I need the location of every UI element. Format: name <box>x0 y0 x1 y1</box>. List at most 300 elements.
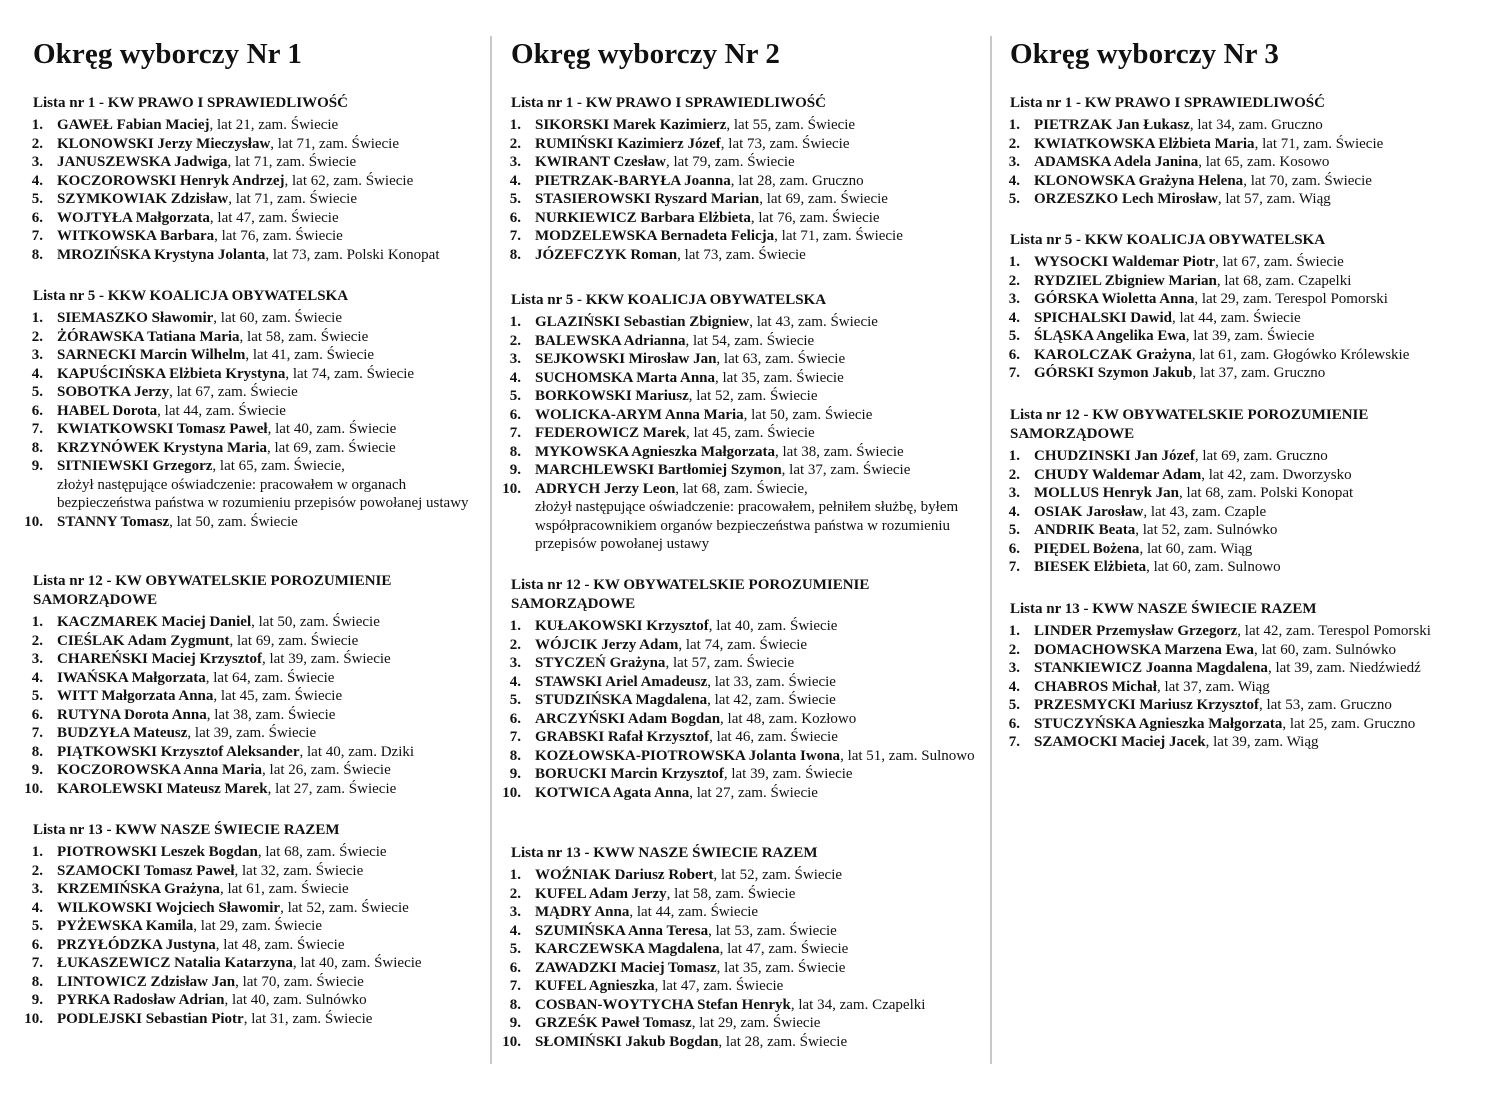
candidate-text <box>57 954 483 973</box>
candidate-item <box>33 991 483 1010</box>
candidate-item <box>511 153 981 172</box>
candidate-item <box>33 706 483 725</box>
candidate-item <box>511 765 981 784</box>
candidate-text <box>1034 346 1480 365</box>
candidate-item <box>511 866 981 885</box>
candidate-number: 4. <box>31 365 43 382</box>
candidate-list <box>502 617 981 802</box>
candidate-item <box>33 402 483 421</box>
candidate-list <box>502 313 981 554</box>
candidate-number: 3. <box>509 351 521 367</box>
list-title: Lista nr 5 - KKW KOALICJA OBYWATELSKA <box>511 292 827 308</box>
candidate-info: , lat 37, zam. Gruczno <box>1192 365 1326 381</box>
candidate-name: KAROLEWSKI Mateusz Marek <box>57 780 268 797</box>
candidate-text <box>535 116 981 135</box>
candidate-number: 6. <box>509 406 521 423</box>
candidate-item <box>24 1010 483 1029</box>
candidate-name: COSBAN-WOYTYCHA Stefan Henryk <box>535 996 791 1013</box>
candidate-number: 10. <box>24 1010 43 1027</box>
candidate-text <box>57 328 483 347</box>
candidate-text <box>535 246 981 265</box>
candidate-name: OSIAK Jarosław <box>1034 503 1144 520</box>
candidate-item <box>1010 503 1480 522</box>
candidate-info: , lat 67, zam. Świecie <box>169 384 298 400</box>
candidate-info: , lat 65, zam. Świecie, <box>212 458 345 474</box>
candidate-item <box>1010 253 1480 272</box>
candidate-number: 5. <box>31 688 43 704</box>
list-section <box>24 821 483 1028</box>
candidate-number: 8. <box>31 246 43 263</box>
candidate-name: RUMIŃSKI Kazimierz Józef <box>535 135 721 152</box>
candidate-info: , lat 41, zam. Świecie <box>245 347 375 363</box>
candidate-item <box>33 328 483 347</box>
candidate-number: 1. <box>1008 623 1020 639</box>
candidate-info: , lat 45, zam. Świecie <box>213 688 343 704</box>
candidate-text <box>535 1033 981 1052</box>
candidate-list <box>33 116 483 264</box>
candidate-item <box>33 936 483 955</box>
candidate-number: 6. <box>509 710 521 727</box>
candidate-text <box>535 190 981 209</box>
candidate-name: MYKOWSKA Agnieszka Małgorzata <box>535 443 775 460</box>
candidate-name: SZAMOCKI Maciej Jacek <box>1034 734 1206 750</box>
district-title: Okręg wyborczy Nr 1 <box>33 38 303 70</box>
candidate-info: , lat 50, zam. Świecie <box>251 614 380 630</box>
candidate-text <box>1034 290 1480 309</box>
candidate-name: LINDER Przemysław Grzegorz <box>1034 623 1238 639</box>
candidate-text <box>1034 521 1480 540</box>
candidate-info: , lat 63, zam. Świecie <box>716 351 846 367</box>
candidate-item <box>511 227 981 246</box>
candidate-text <box>57 346 483 365</box>
candidate-text <box>535 673 981 692</box>
candidate-number: 2. <box>1008 272 1020 289</box>
candidate-name: BALEWSKA Adrianna <box>535 332 686 349</box>
candidate-info: , lat 40, zam. Świecie <box>292 955 422 971</box>
candidate-name: KLONOWSKI Jerzy Mieczysław <box>57 135 271 152</box>
candidate-info: , lat 50, zam. Świecie <box>169 513 298 530</box>
candidate-info: , lat 76, zam. Świecie <box>214 228 343 244</box>
candidate-name: PIETRZAK Jan Łukasz <box>1034 117 1190 133</box>
candidate-text <box>57 650 483 669</box>
candidate-info: , lat 69, zam. Świecie <box>229 632 359 649</box>
candidate-number: 6. <box>31 209 43 226</box>
candidate-number: 3. <box>509 154 521 170</box>
candidate-number: 6. <box>31 706 43 723</box>
candidate-name: GLAZIŃSKI Sebastian Zbigniew <box>535 314 750 330</box>
candidate-item <box>33 632 483 651</box>
list-section <box>511 94 981 264</box>
candidate-text <box>1034 696 1480 715</box>
candidate-item <box>511 246 981 265</box>
candidate-info: , lat 37, zam. Wiąg <box>1156 678 1270 695</box>
candidate-info: , lat 67, zam. Świecie <box>1215 254 1344 270</box>
candidate-name: KWIATKOWSKA Elżbieta Maria <box>1034 135 1255 152</box>
candidate-name: KOZŁOWSKA-PIOTROWSKA Jolanta Iwona <box>535 747 841 764</box>
candidate-text <box>535 885 981 904</box>
candidate-item <box>511 885 981 904</box>
candidate-item <box>1010 135 1480 154</box>
candidate-item <box>511 977 981 996</box>
candidate-item <box>511 673 981 692</box>
candidate-number: 3. <box>1008 660 1020 676</box>
candidate-name: STAWSKI Ariel Amadeusz <box>535 673 708 690</box>
candidate-item <box>511 1014 981 1033</box>
candidate-number: 8. <box>509 246 521 263</box>
candidate-number: 6. <box>509 959 521 976</box>
candidate-info: , lat 43, zam. Świecie <box>749 314 878 330</box>
candidate-number: 5. <box>509 388 521 404</box>
candidate-name: KACZMAREK Maciej Daniel <box>57 614 252 630</box>
candidate-text <box>535 1014 981 1033</box>
candidate-item <box>33 116 483 135</box>
candidate-info: , lat 35, zam. Świecie <box>715 369 844 386</box>
candidate-number: 1. <box>509 867 521 883</box>
candidate-text <box>57 1010 483 1029</box>
candidate-name: ADAMSKA Adela Janina <box>1034 154 1199 170</box>
candidate-item <box>511 332 981 351</box>
candidate-text <box>57 227 483 246</box>
candidate-item <box>33 309 483 328</box>
candidate-item <box>33 190 483 209</box>
candidate-info: , lat 39, zam. Świecie <box>723 766 853 782</box>
candidate-name: PIĄTKOWSKI Krzysztof Aleksander <box>57 743 300 760</box>
candidate-name: WOŹNIAK Dariusz Robert <box>535 867 714 883</box>
candidate-text <box>57 669 483 688</box>
candidate-name: HABEL Dorota <box>57 402 158 419</box>
candidate-info: , lat 28, zam. Świecie <box>718 1033 848 1050</box>
candidate-info: , lat 50, zam. Świecie <box>743 406 873 423</box>
candidate-item <box>33 761 483 780</box>
candidate-number: 4. <box>509 922 521 939</box>
district-title: Okręg wyborczy Nr 3 <box>1010 38 1280 70</box>
candidate-info: , lat 29, zam. Świecie <box>193 918 322 934</box>
candidate-info: , lat 71, zam. Świecie <box>1254 135 1384 152</box>
candidate-number: 7. <box>31 421 43 437</box>
candidate-number: 4. <box>1008 172 1020 189</box>
candidate-text <box>1034 503 1480 522</box>
candidate-info: , lat 52, zam. Świecie <box>688 388 818 404</box>
candidate-number: 7. <box>31 228 43 244</box>
candidate-name: CHUDZINSKI Jan Józef <box>1034 448 1195 464</box>
candidate-item <box>1010 172 1480 191</box>
candidate-info: , lat 58, zam. Świecie <box>666 885 796 902</box>
list-section <box>1010 231 1480 383</box>
candidate-number: 8. <box>31 973 43 990</box>
candidate-name: KUFEL Agnieszka <box>535 978 655 994</box>
candidate-name: GAWEŁ Fabian Maciej <box>57 117 210 133</box>
candidate-name: ŻÓRAWSKA Tatiana Maria <box>57 328 240 345</box>
candidate-number: 4. <box>509 172 521 189</box>
candidate-info: , lat 48, zam. Kozłowo <box>720 710 857 727</box>
candidate-item <box>511 728 981 747</box>
candidate-text <box>57 153 483 172</box>
candidate-info: , lat 52, zam. Świecie <box>713 867 843 883</box>
candidate-name: SUCHOMSKA Marta Anna <box>535 369 716 386</box>
candidate-info: , lat 68, zam. Polski Konopat <box>1179 485 1354 501</box>
candidate-item <box>33 843 483 862</box>
candidate-text <box>535 866 981 885</box>
candidate-number: 6. <box>1008 346 1020 363</box>
candidate-text <box>535 617 981 636</box>
candidate-info: , lat 42, zam. Dworzysko <box>1201 466 1352 483</box>
candidate-number: 9. <box>509 462 521 478</box>
candidate-name: KAPUŚCIŃSKA Elżbieta Krystyna <box>57 365 286 382</box>
candidate-number: 1. <box>509 314 521 330</box>
candidate-info: , lat 57, zam. Świecie <box>665 655 795 671</box>
list-title: Lista nr 5 - KKW KOALICJA OBYWATELSKA <box>33 288 349 304</box>
candidate-text <box>1034 540 1480 559</box>
candidate-number: 7. <box>31 725 43 741</box>
candidate-item <box>33 346 483 365</box>
list-section <box>1010 406 1480 577</box>
candidate-info: , lat 38, zam. Świecie <box>206 706 336 723</box>
candidate-info: , lat 45, zam. Świecie <box>685 425 815 441</box>
candidate-number: 2. <box>31 328 43 345</box>
candidate-item <box>33 613 483 632</box>
candidate-number: 7. <box>1008 559 1020 575</box>
candidate-text <box>1034 309 1480 328</box>
list-title: Lista nr 1 - KW PRAWO I SPRAWIEDLIWOŚĆ <box>511 95 826 111</box>
candidate-text <box>535 654 981 673</box>
candidate-item <box>511 443 981 462</box>
candidate-list <box>24 843 483 1028</box>
candidate-info: , lat 43, zam. Czaple <box>1143 503 1267 520</box>
candidate-text <box>1034 327 1480 346</box>
candidate-number: 6. <box>1008 540 1020 557</box>
candidate-item <box>1010 153 1480 172</box>
candidate-name: WITKOWSKA Barbara <box>57 228 215 244</box>
candidate-text <box>535 313 981 332</box>
candidate-name: IWAŃSKA Małgorzata <box>57 669 206 686</box>
candidate-info: , lat 53, zam. Gruczno <box>1258 697 1392 713</box>
candidate-name: BUDZYŁA Mateusz <box>57 725 188 741</box>
candidate-name: PIOTROWSKI Leszek Bogdan <box>57 844 258 860</box>
candidate-number: 4. <box>1008 503 1020 520</box>
candidate-number: 4. <box>31 899 43 916</box>
candidate-item <box>33 724 483 743</box>
candidate-number: 4. <box>31 669 43 686</box>
candidate-name: GÓRSKA Wioletta Anna <box>1034 291 1195 307</box>
candidate-text <box>1034 253 1480 272</box>
candidate-info: , lat 40, zam. Świecie <box>267 421 397 437</box>
candidate-number: 10. <box>24 780 43 797</box>
candidate-name: BORKOWSKI Mariusz <box>535 388 689 404</box>
candidate-number: 3. <box>31 651 43 667</box>
candidate-text <box>535 350 981 369</box>
candidate-text <box>535 996 981 1015</box>
candidate-info: , lat 57, zam. Wiąg <box>1217 191 1331 207</box>
candidate-name: MROZIŃSKA Krystyna Jolanta <box>57 246 266 263</box>
candidate-text <box>535 728 981 747</box>
candidate-text <box>57 743 483 762</box>
candidate-number: 2. <box>509 332 521 349</box>
candidate-name: ORZESZKO Lech Mirosław <box>1034 191 1218 207</box>
candidate-info: , lat 44, zam. Świecie <box>157 402 286 419</box>
candidate-text <box>57 309 483 328</box>
candidate-text <box>535 765 981 784</box>
candidate-number: 7. <box>509 978 521 994</box>
candidate-list <box>1010 447 1480 577</box>
candidate-item <box>33 457 483 513</box>
candidate-number: 6. <box>31 936 43 953</box>
list-section <box>33 94 483 264</box>
candidate-item <box>511 369 981 388</box>
candidate-item <box>1010 447 1480 466</box>
candidate-item <box>1010 309 1480 328</box>
candidate-info: , lat 28, zam. Gruczno <box>730 172 864 189</box>
candidate-item <box>33 954 483 973</box>
candidate-info: , lat 74, zam. Świecie <box>678 636 808 653</box>
candidate-item <box>502 480 981 554</box>
candidate-text <box>57 899 483 918</box>
candidate-list <box>511 116 981 264</box>
candidate-number: 4. <box>509 673 521 690</box>
candidate-info: , lat 31, zam. Świecie <box>243 1010 373 1027</box>
candidate-name: WITT Małgorzata Anna <box>57 688 214 704</box>
candidate-item <box>1010 641 1480 660</box>
candidate-number: 5. <box>31 918 43 934</box>
candidate-name: SEJKOWSKI Mirosław Jan <box>535 351 717 367</box>
candidate-name: CHAREŃSKI Maciej Krzysztof <box>57 651 262 667</box>
candidate-text <box>1034 135 1480 154</box>
candidate-text <box>535 172 981 191</box>
candidate-number: 2. <box>509 885 521 902</box>
candidate-info: , lat 47, zam. Świecie <box>654 978 784 994</box>
candidate-number: 3. <box>31 154 43 170</box>
candidate-info: , lat 76, zam. Świecie <box>750 209 880 226</box>
candidate-text <box>57 135 483 154</box>
candidate-number: 2. <box>1008 135 1020 152</box>
candidate-item <box>511 172 981 191</box>
candidate-item <box>33 917 483 936</box>
candidate-declaration: złożył następujące oświadczenie: pracowałem, pełniłem służbę, byłem współpracownikiem organów bezpieczeństwa państwa w rozumieniu przepisów powołanej ustawy <box>535 499 959 552</box>
candidate-text <box>57 632 483 651</box>
candidate-number: 3. <box>31 881 43 897</box>
candidate-info: , lat 68, zam. Świecie <box>257 844 387 860</box>
candidate-item <box>511 903 981 922</box>
candidate-item <box>33 650 483 669</box>
candidate-text <box>57 936 483 955</box>
candidate-item <box>1010 558 1480 577</box>
candidate-info: , lat 21, zam. Świecie <box>209 117 339 133</box>
list-section <box>24 287 483 531</box>
candidate-number: 5. <box>509 191 521 207</box>
candidate-info: , lat 71, zam. Świecie <box>774 228 903 244</box>
candidate-name: BORUCKI Marcin Krzysztof <box>535 766 724 782</box>
candidate-info: , lat 27, zam. Świecie <box>267 780 397 797</box>
candidate-number: 3. <box>1008 154 1020 170</box>
candidate-info: , lat 69, zam. Świecie <box>267 439 396 456</box>
candidate-info: , lat 73, zam. Świecie <box>677 246 806 263</box>
candidate-number: 1. <box>31 117 43 133</box>
column-divider <box>990 36 992 1064</box>
candidate-name: SIKORSKI Marek Kazimierz <box>535 117 727 133</box>
candidate-item <box>511 190 981 209</box>
candidate-name: SZUMIŃSKA Anna Teresa <box>535 922 709 939</box>
candidate-text <box>57 246 483 265</box>
candidate-info: , lat 40, zam. Dziki <box>299 743 415 760</box>
candidate-info: , lat 44, zam. Świecie <box>629 904 759 920</box>
candidate-item <box>33 669 483 688</box>
candidate-number: 2. <box>509 636 521 653</box>
candidate-text <box>1034 558 1480 577</box>
candidate-text <box>1034 641 1480 660</box>
candidate-info: , lat 40, zam. Świecie <box>708 618 838 634</box>
candidate-number: 1. <box>509 117 521 133</box>
candidate-name: PYRKA Radosław Adrian <box>57 992 225 1008</box>
candidate-name: CHABROS Michał <box>1034 678 1157 695</box>
candidate-text <box>57 917 483 936</box>
candidate-name: STYCZEŃ Grażyna <box>535 655 666 671</box>
candidate-name: SPICHALSKI Dawid <box>1034 309 1172 326</box>
candidate-info: , lat 69, zam. Świecie <box>759 191 888 207</box>
candidate-number: 7. <box>1008 365 1020 381</box>
candidate-text <box>535 784 981 803</box>
candidate-item <box>1010 733 1480 752</box>
candidate-text <box>1034 153 1480 172</box>
candidate-name: JÓZEFCZYK Roman <box>535 246 678 263</box>
candidate-name: SZYMKOWIAK Zdzisław <box>57 191 229 207</box>
candidate-info: , lat 71, zam. Świecie <box>228 191 357 207</box>
candidate-text <box>1034 272 1480 291</box>
candidate-info: , lat 60, zam. Sulnówko <box>1253 641 1397 658</box>
candidate-item <box>33 383 483 402</box>
candidate-info: , lat 52, zam. Świecie <box>280 899 409 916</box>
candidate-text <box>1034 715 1480 734</box>
candidate-item <box>502 784 981 803</box>
candidate-text <box>57 780 483 799</box>
candidate-info: , lat 69, zam. Gruczno <box>1194 448 1328 464</box>
list-section <box>1010 94 1480 209</box>
candidate-item <box>33 862 483 881</box>
candidate-item <box>33 227 483 246</box>
candidate-name: GÓRSKI Szymon Jakub <box>1034 365 1193 381</box>
candidate-number: 3. <box>1008 485 1020 501</box>
candidate-item <box>511 135 981 154</box>
candidate-name: SOBOTKA Jerzy <box>57 384 170 400</box>
candidate-name: WYSOCKI Waldemar Piotr <box>1034 254 1216 270</box>
candidate-text <box>1034 364 1480 383</box>
candidate-item <box>33 687 483 706</box>
candidate-item <box>511 617 981 636</box>
list-title: Lista nr 1 - KW PRAWO I SPRAWIEDLIWOŚĆ <box>1010 95 1325 111</box>
candidate-name: KUŁAKOWSKI Krzysztof <box>535 618 709 634</box>
candidate-item <box>511 691 981 710</box>
candidate-text <box>57 724 483 743</box>
candidate-list <box>502 866 981 1051</box>
candidate-info: , lat 34, zam. Czapelki <box>790 996 926 1013</box>
candidate-number: 5. <box>1008 328 1020 344</box>
candidate-number: 4. <box>509 369 521 386</box>
candidate-info: , lat 33, zam. Świecie <box>707 673 836 690</box>
candidate-number: 2. <box>31 135 43 152</box>
candidate-text <box>535 710 981 729</box>
candidate-number: 5. <box>509 941 521 957</box>
candidate-info: , lat 65, zam. Kosowo <box>1198 154 1330 170</box>
candidate-number: 10. <box>502 480 521 497</box>
candidate-item <box>33 246 483 265</box>
candidate-item <box>511 747 981 766</box>
candidate-text <box>535 940 981 959</box>
candidate-number: 7. <box>509 729 521 745</box>
candidate-number: 7. <box>509 228 521 244</box>
candidate-info: , lat 29, zam. Terespol Pomorski <box>1194 291 1388 307</box>
candidate-name: RUTYNA Dorota Anna <box>57 706 207 723</box>
candidate-name: ŁUKASZEWICZ Natalia Katarzyna <box>57 955 293 971</box>
candidate-name: STASIEROWSKI Ryszard Marian <box>535 191 760 207</box>
candidate-item <box>511 387 981 406</box>
